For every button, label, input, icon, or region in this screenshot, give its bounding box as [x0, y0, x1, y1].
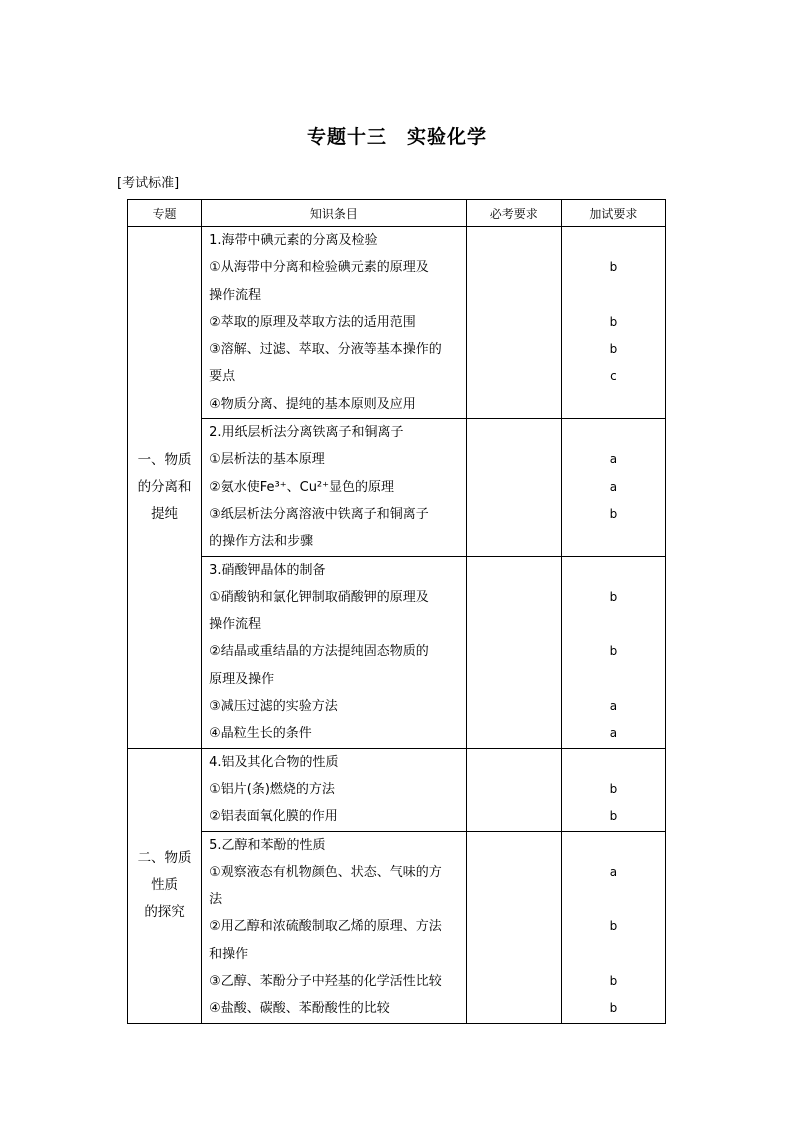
- requirement-level: b: [609, 314, 618, 329]
- requirement-level: b: [609, 781, 618, 796]
- required-cell: [466, 831, 561, 1023]
- knowledge-line: ②铝表面氧化膜的作用: [209, 809, 338, 825]
- knowledge-line: ①硝酸钠和氯化钾制取硝酸钾的原理及: [209, 589, 429, 605]
- requirement-level: [562, 227, 665, 254]
- requirement-level: [562, 666, 665, 693]
- requirement-level: b: [609, 919, 618, 934]
- requirement-level: b: [609, 260, 618, 275]
- knowledge-line: 要点: [209, 369, 236, 385]
- knowledge-cell: [202, 227, 466, 419]
- header-required: 必考要求: [466, 200, 561, 227]
- knowledge-cell: [202, 419, 466, 556]
- requirement-level: [562, 391, 665, 418]
- requirement-level: [562, 941, 665, 968]
- knowledge-line: ②用乙醇和浓硫酸制取乙烯的原理、方法: [209, 919, 442, 935]
- knowledge-line: 5.乙醇和苯酚的性质: [209, 837, 326, 853]
- topic-cell: [128, 227, 202, 749]
- knowledge-line: ④晶粒生长的条件: [209, 726, 312, 742]
- knowledge-line: ②结晶或重结晶的方法提纯固态物质的: [209, 644, 429, 660]
- requirement-level: b: [609, 974, 618, 989]
- requirement-level: [562, 886, 665, 913]
- knowledge-line: 原理及操作: [209, 671, 275, 687]
- requirement-level: b: [609, 809, 618, 824]
- header-knowledge: 知识条目: [202, 200, 466, 227]
- header-topic: 专题: [128, 200, 202, 227]
- section-label: [考试标准]: [117, 176, 180, 191]
- knowledge-line: 操作流程: [209, 287, 262, 303]
- knowledge-line: 2.用纸层析法分离铁离子和铜离子: [209, 425, 404, 441]
- table-header-row: [128, 200, 666, 227]
- knowledge-cell: [202, 831, 466, 1023]
- table-row: [128, 419, 666, 556]
- topic-cell: [128, 748, 202, 1023]
- knowledge-line: 4.铝及其化合物的性质: [209, 754, 339, 770]
- additional-cell: [561, 831, 665, 1023]
- table-row: [128, 748, 666, 831]
- header-additional: 加试要求: [561, 200, 665, 227]
- requirement-level: [562, 749, 665, 776]
- requirement-level: b: [609, 342, 618, 357]
- additional-cell: [561, 748, 665, 831]
- required-cell: [466, 419, 561, 556]
- knowledge-line: ④盐酸、碳酸、苯酚酸性的比较: [209, 1001, 390, 1017]
- requirement-level: a: [609, 452, 618, 467]
- additional-cell: [561, 556, 665, 748]
- requirement-level: [562, 557, 665, 584]
- topic-line: 提纯: [151, 505, 179, 522]
- table-row: [128, 831, 666, 1023]
- knowledge-cell: [202, 748, 466, 831]
- knowledge-line: ③减压过滤的实验方法: [209, 699, 338, 715]
- knowledge-line: ③溶解、过滤、萃取、分液等基本操作的: [209, 342, 442, 358]
- knowledge-line: ④物质分离、提纯的基本原则及应用: [209, 396, 416, 412]
- knowledge-line: ①从海带中分离和检验碘元素的原理及: [209, 260, 429, 276]
- topic-line: 性质: [151, 877, 179, 894]
- exam-standard-table: [127, 199, 666, 1024]
- requirement-level: b: [609, 644, 618, 659]
- topic-line: 的分离和: [137, 478, 192, 495]
- requirement-level: c: [610, 369, 617, 384]
- topic-line: 的探究: [144, 904, 185, 921]
- requirement-level: a: [609, 479, 618, 494]
- knowledge-line: ②萃取的原理及萃取方法的适用范围: [209, 314, 416, 330]
- page-title: 专题十三 实验化学: [306, 126, 487, 148]
- requirement-level: [562, 528, 665, 555]
- requirement-level: [562, 419, 665, 446]
- requirement-level: a: [609, 699, 618, 714]
- required-cell: [466, 556, 561, 748]
- knowledge-line: 法: [209, 892, 223, 908]
- table-row: [128, 556, 666, 748]
- knowledge-line: 和操作: [209, 946, 249, 962]
- knowledge-line: ①观察液态有机物颜色、状态、气味的方: [209, 864, 442, 880]
- requirement-level: [562, 832, 665, 859]
- knowledge-line: ①层析法的基本原理: [209, 452, 325, 468]
- additional-cell: [561, 419, 665, 556]
- table-row: [128, 227, 666, 419]
- knowledge-line: 3.硝酸钾晶体的制备: [209, 562, 326, 578]
- knowledge-line: ③乙醇、苯酚分子中羟基的化学活性比较: [209, 974, 442, 990]
- knowledge-line: 的操作方法和步骤: [209, 534, 314, 550]
- requirement-level: b: [609, 589, 618, 604]
- knowledge-line: ①铝片(条)燃烧的方法: [209, 781, 335, 797]
- requirement-level: a: [609, 726, 618, 741]
- knowledge-line: ②氨水使Fe³⁺、Cu²⁺显色的原理: [209, 479, 395, 495]
- requirement-level: a: [609, 864, 618, 879]
- required-cell: [466, 748, 561, 831]
- requirement-level: b: [609, 506, 618, 521]
- knowledge-line: 1.海带中碘元素的分离及检验: [209, 233, 378, 248]
- additional-cell: [561, 227, 665, 419]
- topic-line: 一、物质: [137, 451, 192, 468]
- knowledge-cell: [202, 556, 466, 748]
- requirement-level: [562, 282, 665, 309]
- topic-line: 二、物质: [137, 850, 192, 867]
- knowledge-line: 操作流程: [209, 617, 262, 633]
- knowledge-line: ③纸层析法分离溶液中铁离子和铜离子: [209, 506, 429, 522]
- requirement-level: [562, 611, 665, 638]
- requirement-level: b: [609, 1001, 618, 1016]
- required-cell: [466, 227, 561, 419]
